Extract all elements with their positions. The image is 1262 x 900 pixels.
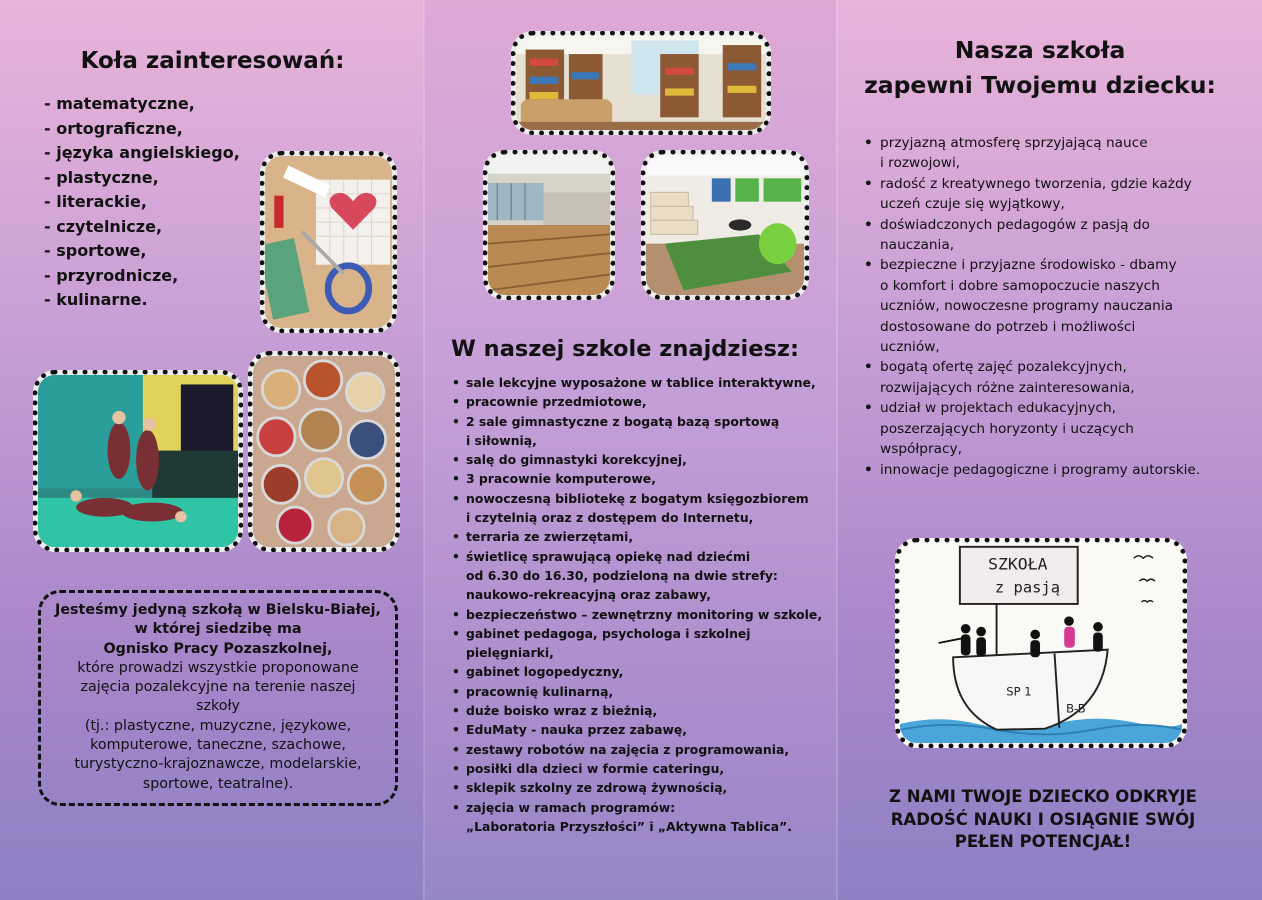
list-item-line: od 6.30 do 16.30, podzieloną na dwie strefy: (466, 567, 778, 583)
list-item (452, 450, 824, 469)
info-line: Jesteśmy jedyną szkołą w Bielsku-Białej, (55, 602, 381, 618)
list-item-line: • pracownie przedmiotowe, (466, 394, 647, 410)
slogan-line: Z NAMI TWOJE DZIECKO ODKRYJE (889, 787, 1197, 806)
list-item (862, 460, 1232, 480)
info-line: turystyczno-krajoznawcze, modelarskie, (74, 756, 362, 773)
list-item: - literackie, (44, 192, 147, 211)
list-item-line: • bezpieczne i przyjazne środowisko - dbamy (880, 257, 1177, 274)
benefits-title-line: Nasza szkoła (954, 36, 1126, 64)
list-item (452, 373, 824, 392)
list-item (452, 392, 824, 411)
corrective-gym-photo (641, 150, 809, 300)
list-item: - plastyczne, (44, 167, 159, 187)
list-item (862, 133, 1232, 174)
list-item-line: o komfort i dobre samopoczucie naszych (880, 277, 1160, 294)
school-logo (895, 538, 1187, 748)
list-item-line: • przyjazną atmosferę sprzyjającą nauce (880, 135, 1148, 151)
info-line: w której siedzibę ma (134, 621, 302, 638)
list-item-line: • doświadczonych pedagogów z pasją do (880, 216, 1150, 233)
list-item (452, 740, 824, 759)
list-item (862, 255, 1232, 357)
list-item (862, 174, 1232, 215)
list-item-line: • terraria ze zwierzętami, (466, 529, 634, 545)
list-item-line: • sklepik szkolny ze zdrową żywnością, (466, 780, 728, 796)
info-line: komputerowe, taneczne, szachowe, (90, 737, 346, 754)
list-item-line: poszerzających horyzonty i uczących (880, 420, 1134, 437)
list-item-line: • posiłki dla dzieci w formie cateringu, (466, 760, 725, 776)
library-photo (511, 31, 771, 135)
list-item-line: nauczania, (880, 237, 955, 254)
list-item (452, 682, 824, 701)
list-item-line: • bezpieczeństwo – zewnętrzny monitoring w szkole, (466, 606, 823, 622)
list-item-line: • nowoczesną bibliotekę z bogatym księgozbiorem (466, 490, 809, 506)
list-item-line: • duże boisko wraz z bieżnią, (466, 703, 658, 719)
food-photo (248, 351, 400, 552)
list-item-line: i rozwojowi, (880, 155, 961, 172)
list-item-line: uczniów, nowoczesne programy nauczania (880, 298, 1174, 315)
facilities-list (452, 373, 824, 836)
list-item: - sportowe, (44, 241, 147, 260)
list-item (452, 412, 824, 451)
list-item (452, 624, 824, 663)
list-item (862, 398, 1232, 459)
info-line: Ognisko Pracy Pozaszkolnej, (103, 640, 333, 657)
list-item-line: uczeń czuje się wyjątkowy, (880, 196, 1065, 213)
dance-photo (33, 370, 243, 552)
logo-sign-line2: z pasją (994, 578, 1061, 597)
crafts-photo (260, 151, 397, 333)
list-item (452, 489, 824, 528)
list-item-line: • gabinet pedagoga, psychologa i szkolnej (466, 625, 751, 641)
list-item (862, 357, 1232, 398)
list-item-line: naukowo-rekreacyjną oraz zabawy, (466, 587, 711, 603)
list-item-line: • EduMaty - nauka przez zabawę, (466, 722, 688, 738)
fold-line (836, 0, 838, 900)
list-item: - przyrodnicze, (44, 265, 179, 285)
benefits-list (862, 133, 1232, 480)
gym-photo (483, 150, 615, 300)
list-item-line: uczniów, (880, 339, 940, 356)
interests-title: Koła zainteresowań: (80, 48, 345, 74)
list-item-line: • innowacje pedagogiczne i programy autorskie. (880, 461, 1201, 478)
list-item-line: • bogatą ofertę zajęć pozalekcyjnych, (880, 359, 1127, 376)
list-item-line: • pracownię kulinarną, (466, 683, 614, 699)
logo-hull-label1: SP 1 (1006, 684, 1032, 699)
list-item: - języka angielskiego, (44, 143, 240, 162)
list-item-line: • 3 pracownie komputerowe, (466, 471, 656, 487)
list-item: - kulinarne. (44, 290, 148, 309)
list-item-line: • udział w projektach edukacyjnych, (880, 400, 1116, 417)
list-item-line: • świetlicę sprawującą opiekę nad dziećmi (466, 548, 751, 564)
list-item-line: i czytelnią oraz z dostępem do Internetu, (466, 510, 754, 526)
info-line: zajęcia pozalekcyjne na terenie naszej (80, 679, 356, 696)
slogan-line: RADOŚĆ NAUKI I OSIĄGNIE SWÓJ (890, 809, 1196, 829)
list-item (452, 605, 824, 624)
list-item (452, 527, 824, 546)
list-item-line: dostosowane do potrzeb i możliwości (880, 318, 1136, 335)
list-item (452, 701, 824, 720)
list-item (452, 798, 824, 837)
boat-drawing (900, 543, 1182, 743)
list-item-line: • zajęcia w ramach programów: (466, 799, 676, 815)
list-item-line: • zestawy robotów na zajęcia z programowania, (466, 741, 790, 757)
list-item-line: • 2 sale gimnastyczne z bogatą bazą sportową (466, 413, 780, 429)
list-item: - matematyczne, (44, 94, 195, 113)
list-item (862, 215, 1232, 256)
info-box (38, 590, 398, 806)
list-item-line: • gabinet logopedyczny, (466, 664, 624, 680)
info-line: które prowadzi wszystkie proponowane (77, 659, 359, 676)
fold-line (423, 0, 425, 900)
info-line: szkoły (196, 698, 240, 715)
list-item (452, 720, 824, 739)
logo-sign-line1: SZKOŁA (988, 554, 1048, 574)
list-item-line: • salę do gimnastyki korekcyjnej, (466, 452, 687, 468)
info-line: sportowe, teatralne). (142, 775, 294, 792)
list-item: - czytelnicze, (44, 216, 163, 236)
list-item (452, 547, 824, 605)
list-item-line: • sale lekcyjne wyposażone w tablice interaktywne, (466, 375, 816, 390)
list-item-line: • radość z kreatywnego tworzenia, gdzie każdy (880, 175, 1192, 192)
list-item (452, 778, 824, 797)
list-item: - ortograficzne, (44, 118, 183, 138)
facilities-title: W naszej szkole znajdziesz: (451, 336, 799, 362)
list-item-line: rozwijających różne zainteresowania, (880, 379, 1135, 396)
list-item (452, 662, 824, 681)
info-line: (tj.: plastyczne, muzyczne, językowe, (84, 717, 352, 734)
benefits-title-line: zapewni Twojemu dziecku: (864, 71, 1216, 99)
slogan-line: PEŁEN POTENCJAŁ! (954, 832, 1132, 851)
list-item-line: współpracy, (880, 441, 962, 458)
list-item (452, 469, 824, 488)
interests-list (44, 92, 240, 313)
logo-hull-label2: B-B (1066, 701, 1086, 716)
list-item-line: pielęgniarki, (466, 645, 554, 661)
slogan (860, 786, 1226, 854)
benefits-title (840, 33, 1240, 103)
list-item-line: i siłownią, (466, 432, 537, 448)
list-item (452, 759, 824, 778)
list-item-line: „Laboratoria Przyszłości” i „Aktywna Tablica”. (466, 818, 792, 834)
